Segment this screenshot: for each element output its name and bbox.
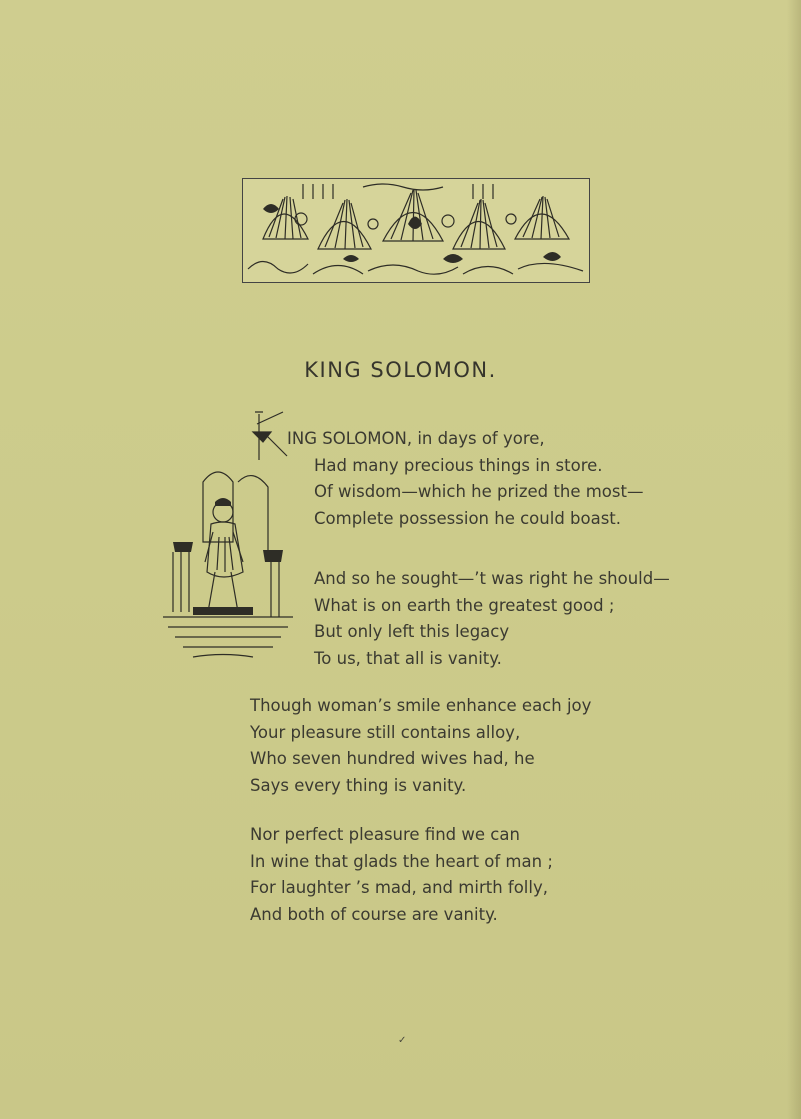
stanza-line: What is on earth the greatest good ; xyxy=(314,595,615,615)
stanza-4 xyxy=(250,822,553,928)
stanza-line: Had many precious things in store. xyxy=(314,455,603,475)
drop-cap-k-illustration xyxy=(163,402,293,662)
decorative-header-illustration xyxy=(242,178,590,283)
stanza-line: In wine that glads the heart of man ; xyxy=(250,851,553,871)
stanza-line: Says every thing is vanity. xyxy=(250,775,467,795)
stanza-line: ING SOLOMON, in days of yore, xyxy=(287,429,545,448)
stanza-line: Of wisdom—which he prized the most— xyxy=(314,482,644,501)
stanza-line: Your pleasure still contains alloy, xyxy=(250,722,521,742)
stanza-2 xyxy=(314,566,670,672)
stanza-1 xyxy=(287,426,643,532)
stanza-line: Though woman’s smile enhance each joy xyxy=(250,696,592,715)
stanza-line: Complete possession he could boast. xyxy=(314,508,622,528)
ink-speck-icon: ✓ xyxy=(398,1035,407,1046)
page-edge-shadow xyxy=(787,0,801,1119)
ornament-scallop-shells-icon xyxy=(243,179,589,282)
king-solomon-figure-icon xyxy=(163,402,293,662)
stanza-line: And both of course are vanity. xyxy=(250,904,498,924)
stanza-line: Who seven hundred wives had, he xyxy=(250,749,535,768)
stanza-line: For laughter ’s mad, and mirth folly, xyxy=(250,878,548,897)
stanza-3 xyxy=(250,693,591,799)
stanza-line: And so he sought—’t was right he should— xyxy=(314,569,670,588)
poem-title: KING SOLOMON. xyxy=(304,358,497,382)
stanza-line: But only left this legacy xyxy=(314,622,510,641)
stanza-line: Nor perfect pleasure find we can xyxy=(250,825,520,844)
stanza-line: To us, that all is vanity. xyxy=(314,648,502,668)
